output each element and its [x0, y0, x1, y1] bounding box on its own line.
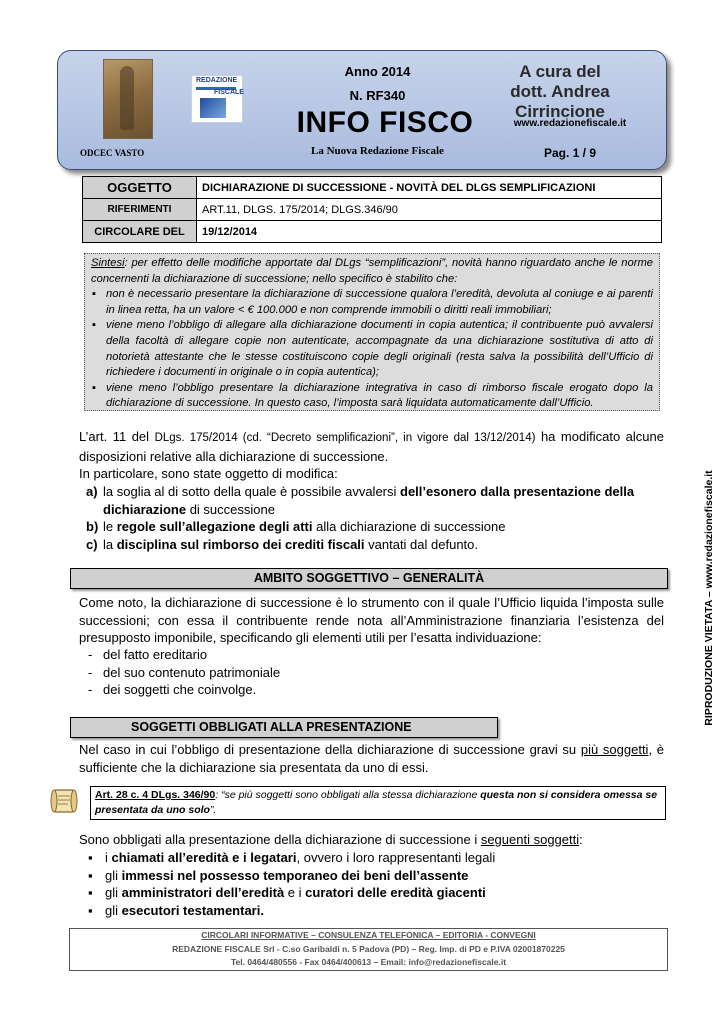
list-text: i	[105, 850, 112, 865]
list-text: la soglia al di sotto della quale è possibile avvalersi	[103, 484, 401, 499]
header-subtitle: La Nuova Redazione Fiscale	[311, 145, 444, 157]
logo-text-line1: REDAZIONE	[196, 77, 238, 84]
list-item	[86, 518, 666, 536]
quote-text-bold: questa non si considera omessa se presentata da uno solo	[95, 789, 658, 816]
ambito-list	[86, 646, 646, 699]
list-item	[88, 902, 658, 920]
oggetto-label: OGGETTO	[83, 177, 197, 199]
section-heading-soggetti: SOGGETTI OBBLIGATI ALLA PRESENTAZIONE	[70, 717, 498, 738]
list-text-bold: chiamati all’eredità e i legatari	[111, 850, 297, 865]
page-title: INFO FISCO	[296, 106, 474, 139]
table-row	[83, 199, 662, 221]
list-text: di successione	[186, 501, 275, 517]
intro-text: L’art. 11 del	[79, 429, 155, 444]
quote-text: ”.	[209, 804, 217, 816]
riferimenti-value: ART.11, DLGS. 175/2014; DLGS.346/90	[197, 199, 662, 221]
intro-paragraph	[79, 428, 664, 483]
list-marker: c)	[86, 536, 98, 552]
list-text: alla dichiarazione di successione	[312, 519, 506, 534]
oggetto-value: DICHIARAZIONE DI SUCCESSIONE - NOVITÀ DEL DLGS SEMPLIFICAZIONI	[197, 177, 662, 199]
table-row	[83, 221, 662, 243]
list-item: ▪ non è necessario presentare la dichiarazione di successione qualora l’eredità, devoluta al coniuge e ai parenti in linea retta, ha un valore < € 100.000 e non comprende immobili o diritti reali immobiliari;	[106, 287, 653, 318]
header-author	[480, 62, 640, 122]
circolare-value: 19/12/2014	[197, 221, 662, 243]
info-table	[82, 176, 662, 243]
scroll-icon	[47, 784, 81, 818]
header-website[interactable]: www.redazionefiscale.it	[513, 118, 627, 129]
list-item: - del suo contenuto patrimoniale	[86, 664, 646, 682]
list-text-bold: amministratori dell’eredità	[121, 885, 285, 900]
list-text: gli	[105, 867, 122, 883]
obbligati-list	[88, 849, 658, 919]
modifiche-list	[86, 483, 666, 553]
list-item: - del fatto ereditario	[86, 646, 646, 664]
sintesi-intro	[91, 256, 653, 287]
ambito-paragraph: Come noto, la dichiarazione di successione è lo strumento con il quale l’Ufficio liquida l’imposta sulle successioni; con essa il contribuente rende nota all’Amministrazione finanziaria l’esistenza del presupposto imponibile, specificando gli elementi utili per l’esatta individuazione:	[79, 595, 664, 645]
sintesi-list	[91, 287, 653, 412]
list-marker: b)	[86, 519, 99, 534]
list-item	[88, 849, 658, 867]
norm-reference: Art. 28 c. 4 DLgs. 346/90	[95, 789, 216, 801]
paragraph-text: , è sufficiente che la dichiarazione sia presentata da uno di essi.	[79, 742, 664, 775]
list-item	[86, 536, 666, 554]
list-text: vantati dal defunto.	[364, 536, 479, 552]
logo-shape	[200, 98, 226, 118]
list-text-bold: esecutori testamentari.	[121, 902, 264, 918]
list-text: gli	[105, 885, 122, 900]
soggetti-paragraph	[79, 741, 664, 776]
sintesi-label: Sintesi	[91, 257, 125, 269]
footer	[69, 928, 668, 971]
list-marker: a)	[86, 484, 98, 499]
table-row	[83, 177, 662, 199]
header-year: Anno 2014	[344, 64, 411, 79]
author-line2: dott. Andrea Cirrincione	[510, 82, 610, 121]
list-text-bold: dell’esonero dalla presentazione della dichiarazione	[103, 484, 635, 517]
odcec-label: ODCEC VASTO	[80, 148, 145, 158]
norm-quote-box	[90, 786, 666, 820]
intro-reference: DLgs. 175/2014 (cd. “Decreto semplificazioni”, in vigore dal 13/12/2014)	[154, 432, 536, 444]
list-item	[86, 483, 666, 518]
side-copyright-text: RIPRODUZIONE VIETATA – www.redazionefiscale.it	[703, 470, 715, 726]
section-heading-ambito: AMBITO SOGGETTIVO – GENERALITÀ	[70, 568, 668, 589]
page-number: Pag. 1 / 9	[543, 146, 597, 160]
statue-figure	[120, 66, 134, 130]
footer-contacts: Tel. 0464/480556 - Fax 0464/400613 – Email: info@redazionefiscale.it	[230, 957, 507, 967]
list-text-bold: immessi nel possesso temporaneo dei beni dell’assente	[121, 867, 469, 883]
list-item: ▪ viene meno l’obbligo di allegare alla dichiarazione documenti in copia autentica; il contribuente può avvalersi della facoltà di allegare copie non autenticate, accompagnate da una dichiarazione sostitutiva di atto di notorietà attestante che le stesse costituiscono copie degli originali (resta salva la possibilità dell’Ufficio di richiedere i documenti in originale o in copia autentica);	[106, 318, 653, 380]
riferimenti-label: RIFERIMENTI	[83, 199, 197, 221]
list-item: ▪ viene meno l’obbligo presentare la dichiarazione integrativa in caso di rimborso fiscale erogato dopo la dichiarazione di successione. In questo caso, l’imposta sarà liquidata automaticamente dall’Ufficio.	[106, 381, 653, 412]
list-text: gli	[105, 902, 122, 918]
paragraph-underlined: più soggetti	[580, 742, 649, 757]
paragraph-text: Sono obbligati alla presentazione della dichiarazione di successione i	[79, 832, 481, 847]
list-item	[88, 884, 658, 902]
paragraph-text: Nel caso in cui l’obbligo di presentazione della dichiarazione di successione gravi su	[79, 742, 581, 757]
sintesi-intro-text: : per effetto delle modifiche apportate dal DLgs “semplificazioni”, novità hanno riguardato anche le norme concernenti la dichiarazione di successione; nello specifico è stabilito che:	[91, 257, 653, 285]
intro-text: ha modificato alcune disposizioni relative alla dichiarazione di successione.	[79, 429, 664, 464]
author-line1: A cura del	[519, 62, 601, 81]
list-item	[88, 867, 658, 885]
circolare-label: CIRCOLARE DEL	[83, 221, 197, 243]
footer-company: REDAZIONE FISCALE Srl - C.so Garibaldi n. 5 Padova (PD) – Reg. Imp. di PD e P.IVA 02001870225	[172, 943, 565, 954]
list-text-bold: regole sull’allegazione degli atti	[116, 519, 313, 534]
intro-text: In particolare, sono state oggetto di modifica:	[79, 466, 338, 481]
paragraph-text: :	[579, 832, 583, 847]
header-number: N. RF340	[349, 88, 406, 103]
list-item: - dei soggetti che coinvolge.	[86, 681, 646, 699]
logo-text-line2: FISCALE	[214, 89, 244, 96]
list-text: e i	[284, 885, 306, 900]
list-text: le	[103, 519, 117, 534]
paragraph-underlined: seguenti soggetti	[480, 832, 580, 847]
list-text: la	[103, 536, 117, 552]
sintesi-box	[84, 253, 660, 411]
obbligati-paragraph	[79, 831, 664, 849]
footer-services: CIRCOLARI INFORMATIVE – CONSULENZA TELEFONICA – EDITORIA - CONVEGNI	[201, 930, 536, 940]
list-text-bold: curatori delle eredità giacenti	[305, 885, 486, 900]
list-text: , ovvero i loro rappresentanti legali	[296, 850, 496, 865]
list-text-bold: disciplina sul rimborso dei crediti fiscali	[116, 536, 365, 552]
quote-text: : “se più soggetti sono obbligati alla stessa dichiarazione	[215, 789, 481, 801]
